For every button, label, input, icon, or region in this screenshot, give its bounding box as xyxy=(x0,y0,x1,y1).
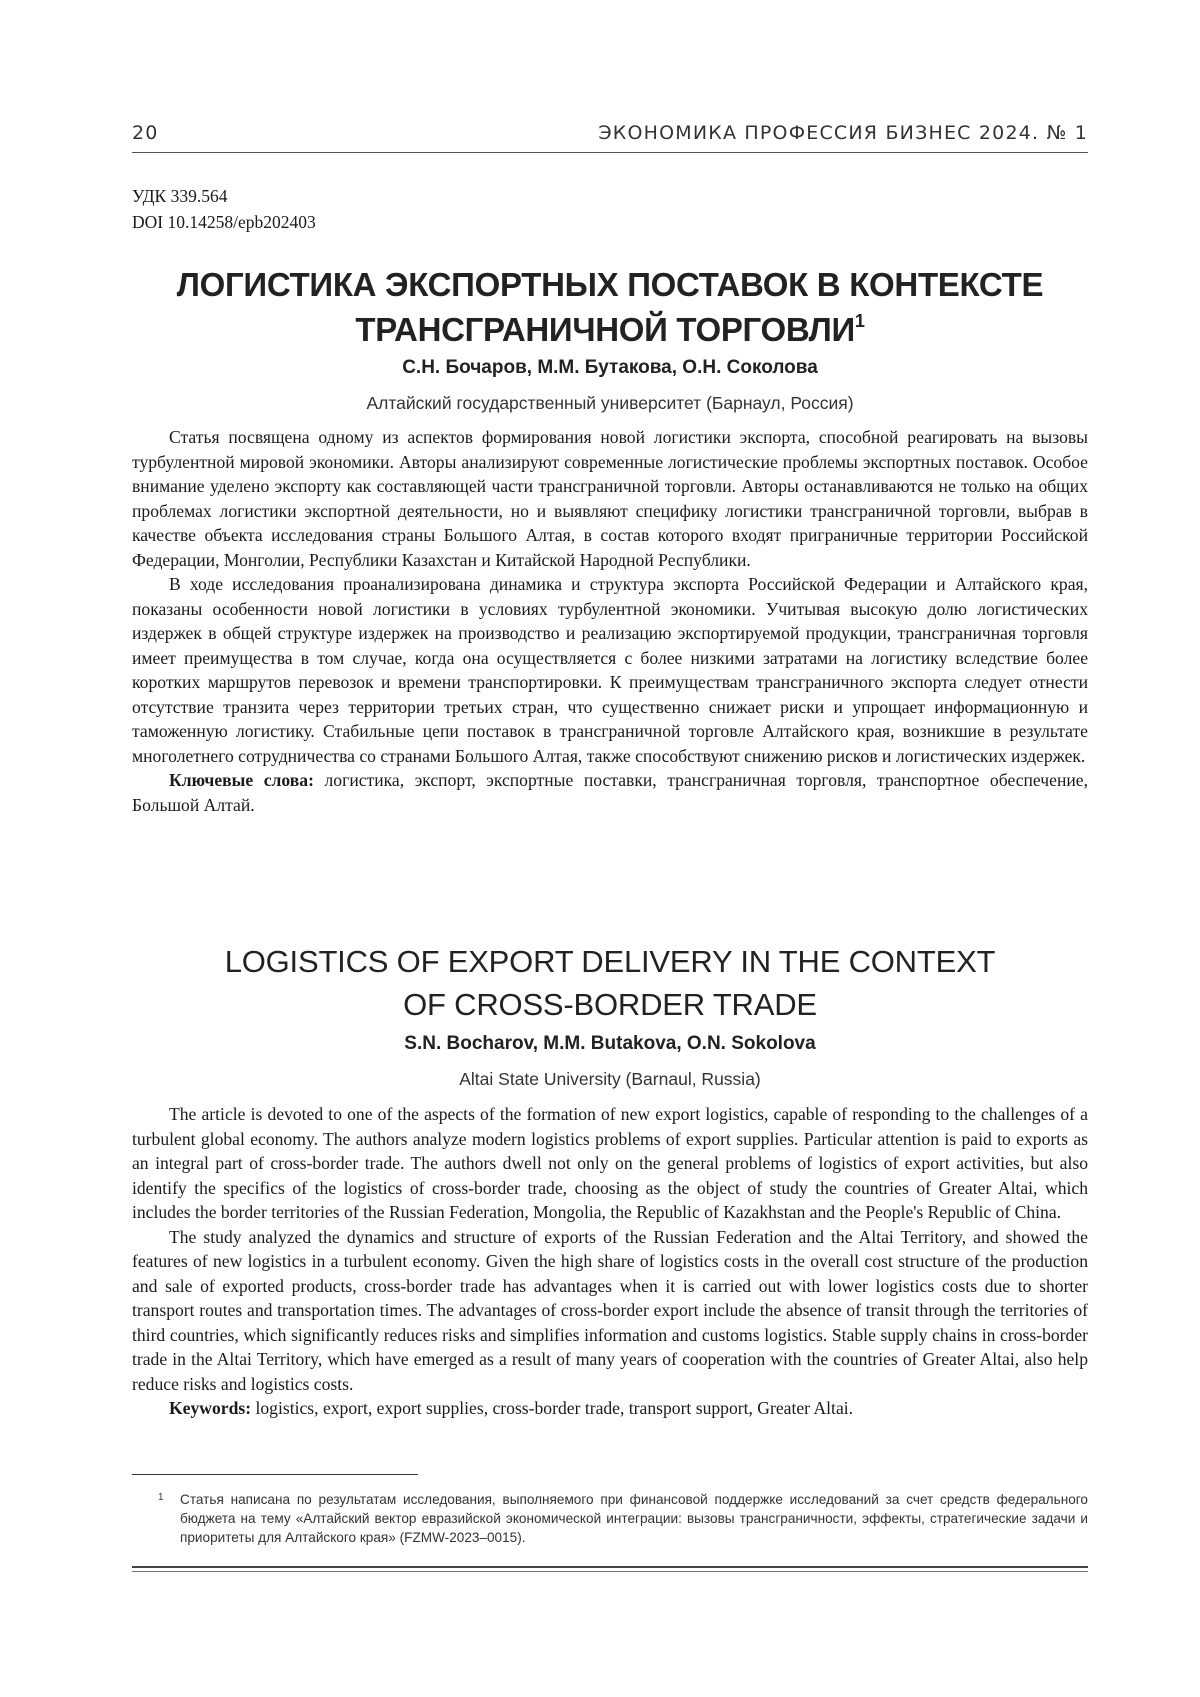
running-head xyxy=(132,122,1088,144)
article-identifiers xyxy=(132,183,316,235)
abstract-ru-paragraph-1: Статья посвящена одному из аспектов формирования новой логистики экспорта, способной реагировать на вызовы турбулентной мировой экономики. Авторы анализируют современные логистические проблемы экспортных поставок. Особое внимание уделено экспорту как составляющей части трансграничной торговли. Авторы останавливаются не только на общих проблемах логистики экспортной деятельности, но и выявляют специфику логистики трансграничной торговли, выбрав в качестве объекта исследования страны Большого Алтая, в состав которого входят приграничные территории Российской Федерации, Монголии, Республики Казахстан и Китайской Народной Республики. xyxy=(132,427,1088,570)
page-number: 20 xyxy=(132,122,159,144)
keywords-ru-list: логистика, экспорт, экспортные поставки, трансграничная торговля, транспортное обеспечение, Большой Алтай. xyxy=(132,770,1088,815)
title-ru-line2: ТРАНСГРАНИЧНОЙ ТОРГОВЛИ xyxy=(355,311,855,348)
title-en-line2: OF CROSS-BORDER TRADE xyxy=(403,987,817,1022)
affiliation-russian: Алтайский государственный университет (Барнаул, Россия) xyxy=(366,393,854,413)
footer-divider-thick xyxy=(132,1566,1088,1568)
affiliation-english: Altai State University (Barnaul, Russia) xyxy=(459,1069,761,1089)
footnote-divider xyxy=(132,1474,418,1475)
doi: DOI 10.14258/epb202403 xyxy=(132,212,316,232)
keywords-en-label: Keywords: xyxy=(169,1398,252,1418)
footnote-text: Статья написана по результатам исследования, выполняемого при финансовой поддержке исследований за счет средств федерального бюджета на тему «Алтайский вектор евразийской экономической интеграции: вызовы трансграничности, эффекты, стратегические задачи и приоритеты для Алтайского края» (FZMW-2023–0015). xyxy=(180,1492,1088,1545)
title-english xyxy=(132,940,1088,1026)
footnote xyxy=(158,1490,1088,1547)
keywords-ru-label: Ключевые слова: xyxy=(169,770,314,790)
footnote-number: 1 xyxy=(158,1492,164,1503)
footnote-reference[interactable]: 1 xyxy=(854,311,865,331)
title-ru-line1: ЛОГИСТИКА ЭКСПОРТНЫХ ПОСТАВОК В КОНТЕКСТЕ xyxy=(176,266,1044,303)
abstract-russian xyxy=(132,425,1088,817)
abstract-ru-paragraph-2: В ходе исследования проанализирована динамика и структура экспорта Российской Федерации и Алтайского края, показаны особенности новой логистики в условиях турбулентной экономики. Учитывая высокую долю логистических издержек в общей структуре издержек на производство и реализацию экспортируемой продукции, трансграничная торговля имеет преимущества в том случае, когда она осуществляется с более низкими затратами на логистику вследствие более коротких маршрутов перевозок и времени транспортировки. К преимуществам трансграничного экспорта следует отнести отсутствие транзита через территории третьих стран, что существенно снижает риски и упрощает информационную и таможенную логистику. Стабильные цепи поставок в трансграничной торговле Алтайского края, возникшие в результате многолетнего сотрудничества со странами Большого Алтая, также способствуют снижению рисков и логистических издержек. xyxy=(132,574,1088,766)
authors-english: S.N. Bocharov, M.M. Butakova, O.N. Sokolova xyxy=(404,1033,816,1054)
title-en-line1: LOGISTICS OF EXPORT DELIVERY IN THE CONTEXT xyxy=(224,944,996,979)
udk-code: УДК 339.564 xyxy=(132,186,228,206)
title-russian xyxy=(132,262,1088,352)
abstract-english xyxy=(132,1102,1088,1421)
abstract-en-paragraph-2: The study analyzed the dynamics and structure of exports of the Russian Federation and the Altai Territory, and showed the features of new logistics in a turbulent economy. Given the high share of logistics costs in the overall cost structure of the production and sale of exported products, cross-border trade has advantages when it is carried out with lower logistics costs due to shorter transport routes and transportation times. The advantages of cross-border export include the absence of transit through the territories of third countries, which significantly reduces risks and simplifies information and customs logistics. Stable supply chains in cross-border trade in the Altai Territory, which have emerged as a result of many years of cooperation with the countries of Greater Altai, also help reduce risks and logistics costs. xyxy=(132,1226,1088,1394)
journal-name: ЭКОНОМИКА ПРОФЕССИЯ БИЗНЕС 2024. № 1 xyxy=(598,122,1088,144)
keywords-en-list: logistics, export, export supplies, cross-border trade, transport support, Greater Altai. xyxy=(251,1398,854,1418)
abstract-en-paragraph-1: The article is devoted to one of the aspects of the formation of new export logistics, capable of responding to the challenges of a turbulent global economy. The authors analyze modern logistics problems of export supplies. Particular attention is paid to exports as an integral part of cross-border trade. The authors dwell not only on the general problems of logistics of export activities, but also identify the specifics of the logistics of cross-border trade, choosing as the object of study the countries of Greater Altai, which includes the border territories of the Russian Federation, Mongolia, the Republic of Kazakhstan and the People's Republic of China. xyxy=(132,1104,1088,1222)
authors-russian: С.Н. Бочаров, М.М. Бутакова, О.Н. Соколова xyxy=(402,357,818,378)
header-divider xyxy=(132,152,1088,153)
footer-divider-thin xyxy=(132,1571,1088,1572)
keywords-russian xyxy=(132,768,1088,817)
keywords-english xyxy=(132,1396,1088,1421)
